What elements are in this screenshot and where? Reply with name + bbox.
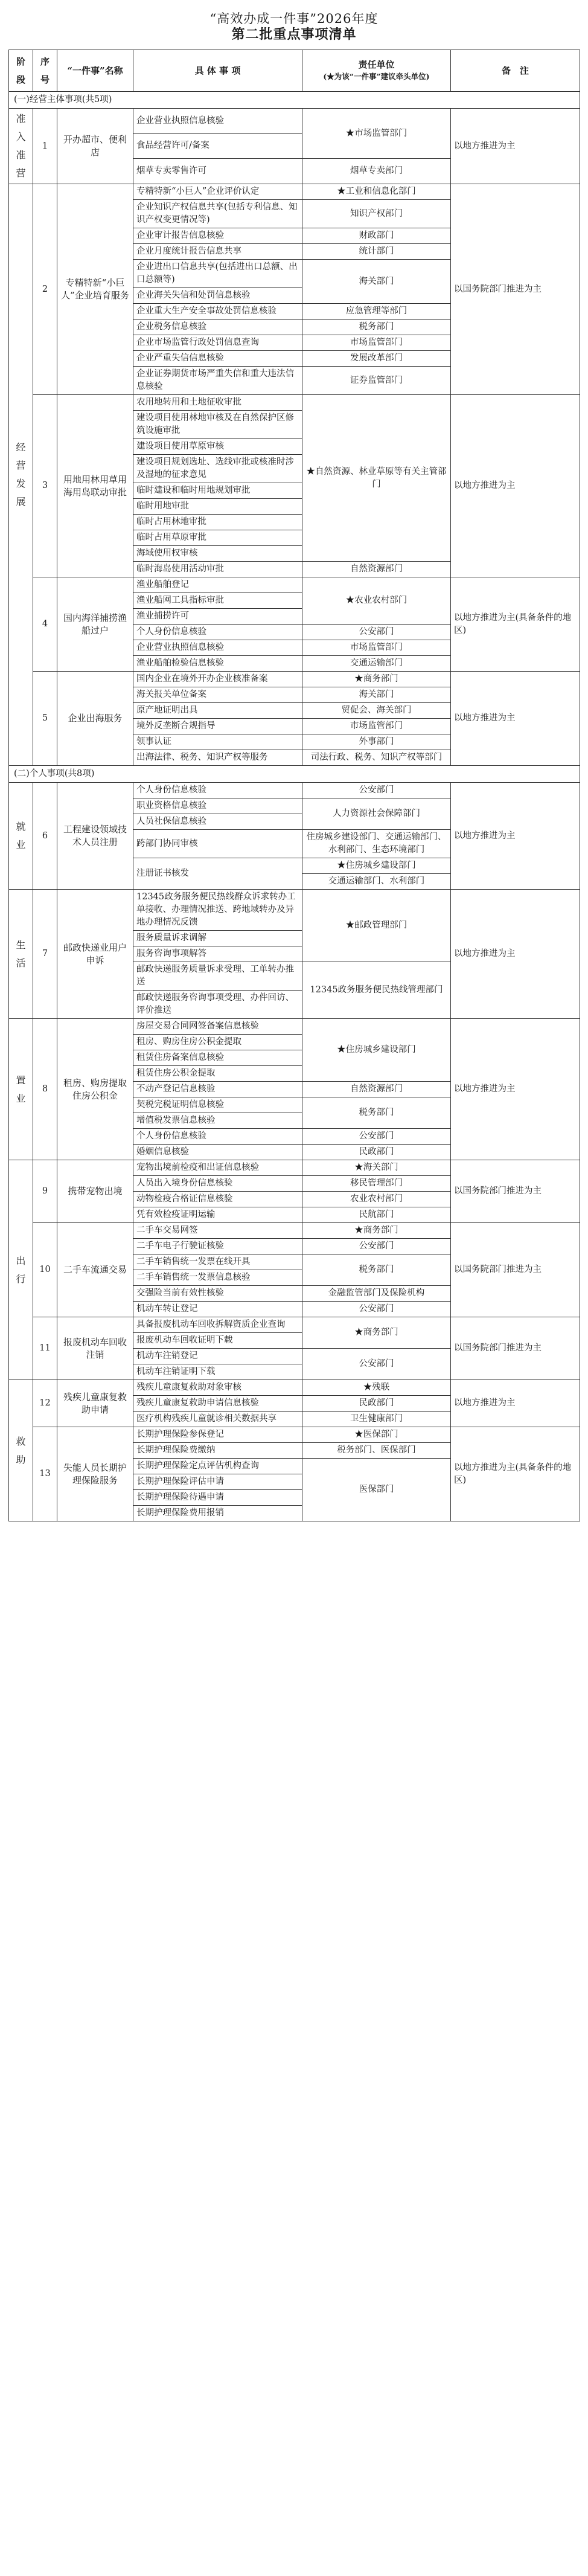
detail-cell: 服务咨询事项解答 bbox=[133, 946, 302, 962]
unit-cell: 人力资源社会保障部门 bbox=[302, 798, 451, 830]
detail-cell: 租房、购房住房公积金提取 bbox=[133, 1035, 302, 1050]
detail-cell: 个人身份信息核验 bbox=[133, 1129, 302, 1145]
unit-cell: 住房城乡建设部门、交通运输部门、水利部门、生态环境部门 bbox=[302, 830, 451, 858]
unit-cell: ★医保部门 bbox=[302, 1427, 451, 1443]
stage-cell bbox=[9, 1380, 33, 1521]
detail-cell: 人员出入境身份信息核验 bbox=[133, 1176, 302, 1192]
unit-cell: 财政部门 bbox=[302, 228, 451, 244]
table-row bbox=[9, 395, 580, 411]
header-index: 序号 bbox=[33, 50, 57, 92]
detail-cell: 长期护理保险定点评估机构查询 bbox=[133, 1459, 302, 1474]
unit-cell: ★工业和信息化部门 bbox=[302, 184, 451, 200]
detail-cell: 12345政务服务便民热线群众诉求转办工单接收、办理情况推送、跨地域转办及异地办理情况反馈 bbox=[133, 890, 302, 931]
remark-cell: 以地方推进为主(具备条件的地区) bbox=[451, 577, 580, 672]
unit-cell: 应急管理等部门 bbox=[302, 304, 451, 320]
detail-cell: 跨部门协同审核 bbox=[133, 830, 302, 858]
table-body bbox=[9, 92, 580, 1521]
unit-cell: 市场监管部门 bbox=[302, 719, 451, 734]
unit-cell: ★邮政管理部门 bbox=[302, 890, 451, 962]
item-name: 工程建设领域技术人员注册 bbox=[57, 783, 133, 890]
stage-label: 出行 bbox=[16, 1254, 26, 1285]
remark-cell: 以地方推进为主 bbox=[451, 672, 580, 766]
table-row bbox=[9, 1160, 580, 1176]
item-name: 携带宠物出境 bbox=[57, 1160, 133, 1223]
detail-cell: 机动车注销证明下载 bbox=[133, 1364, 302, 1380]
item-name: 邮政快递业用户申诉 bbox=[57, 890, 133, 1019]
item-name: 租房、购房提取住房公积金 bbox=[57, 1019, 133, 1160]
detail-cell: 企业市场监管行政处罚信息查询 bbox=[133, 335, 302, 351]
stage-cell bbox=[9, 783, 33, 890]
detail-cell: 企业严重失信信息核验 bbox=[133, 351, 302, 367]
detail-cell: 职业资格信息核验 bbox=[133, 798, 302, 814]
item-number: 2 bbox=[33, 184, 57, 395]
detail-cell: 二手车销售统一发票在线开具 bbox=[133, 1254, 302, 1270]
category-label: (二)个人事项(共8项) bbox=[9, 766, 580, 783]
unit-cell: 证券监管部门 bbox=[302, 367, 451, 395]
detail-cell: 企业证券期货市场严重失信和重大违法信息核验 bbox=[133, 367, 302, 395]
item-name: 报废机动车回收注销 bbox=[57, 1317, 133, 1380]
unit-cell: 公安部门 bbox=[302, 1239, 451, 1254]
detail-cell: 长期护理保险评估申请 bbox=[133, 1474, 302, 1490]
unit-cell: ★农业农村部门 bbox=[302, 577, 451, 625]
item-name: 专精特新“小巨人”企业培育服务 bbox=[57, 184, 133, 395]
stage-label: 生活 bbox=[16, 939, 26, 969]
detail-cell: 残疾儿童康复救助对象审核 bbox=[133, 1380, 302, 1396]
detail-cell: 二手车交易网签 bbox=[133, 1223, 302, 1239]
unit-cell: 公安部门 bbox=[302, 1129, 451, 1145]
item-number: 7 bbox=[33, 890, 57, 1019]
item-name: 用地用林用草用海用岛联动审批 bbox=[57, 395, 133, 577]
unit-cell: 烟草专卖部门 bbox=[302, 159, 451, 184]
unit-cell: 交通运输部门、水利部门 bbox=[302, 874, 451, 890]
item-number: 11 bbox=[33, 1317, 57, 1380]
remark-cell: 以国务院部门推进为主 bbox=[451, 1223, 580, 1317]
remark-cell: 以地方推进为主 bbox=[451, 395, 580, 577]
unit-cell: ★商务部门 bbox=[302, 1223, 451, 1239]
stage-cell bbox=[9, 184, 33, 766]
detail-cell: 临时用地审批 bbox=[133, 499, 302, 515]
unit-cell: 税务部门 bbox=[302, 320, 451, 335]
detail-cell: 建设项目使用林地审核及在自然保护区修筑设施审批 bbox=[133, 411, 302, 439]
table-header-row bbox=[9, 50, 580, 92]
detail-cell: 临时海岛使用活动审批 bbox=[133, 562, 302, 577]
detail-cell: 长期护理保险费缴纳 bbox=[133, 1443, 302, 1459]
unit-cell: 税务部门 bbox=[302, 1254, 451, 1286]
table-row bbox=[9, 1223, 580, 1239]
stage-label: 就业 bbox=[16, 821, 26, 850]
item-name: 二手车流通交易 bbox=[57, 1223, 133, 1317]
detail-cell: 临时占用草原审批 bbox=[133, 530, 302, 546]
detail-cell: 海域使用权审核 bbox=[133, 546, 302, 562]
detail-cell: 二手车销售统一发票信息核验 bbox=[133, 1270, 302, 1286]
detail-cell: 房屋交易合同网签备案信息核验 bbox=[133, 1019, 302, 1035]
table-row bbox=[9, 1317, 580, 1333]
detail-cell: 个人身份信息核验 bbox=[133, 625, 302, 640]
item-number: 13 bbox=[33, 1427, 57, 1521]
detail-cell: 临时占用林地审批 bbox=[133, 515, 302, 530]
detail-cell: 租赁住房备案信息核验 bbox=[133, 1050, 302, 1066]
detail-cell: 食品经营许可/备案 bbox=[133, 133, 302, 159]
detail-cell: 邮政快递服务咨询事项受理、办件回访、评价推送 bbox=[133, 991, 302, 1019]
unit-cell: 民政部门 bbox=[302, 1145, 451, 1160]
unit-cell: 海关部门 bbox=[302, 260, 451, 304]
document-title bbox=[0, 11, 588, 42]
detail-cell: 渔业船舶登记 bbox=[133, 577, 302, 593]
item-name: 国内海洋捕捞渔船过户 bbox=[57, 577, 133, 672]
detail-cell: 企业营业执照信息核验 bbox=[133, 640, 302, 656]
category-row bbox=[9, 92, 580, 109]
item-name: 企业出海服务 bbox=[57, 672, 133, 766]
item-name: 开办超市、便利店 bbox=[57, 109, 133, 184]
table-row bbox=[9, 783, 580, 798]
unit-cell: 医保部门 bbox=[302, 1459, 451, 1521]
item-number: 4 bbox=[33, 577, 57, 672]
unit-cell: ★商务部门 bbox=[302, 672, 451, 687]
stage-label: 置业 bbox=[16, 1074, 26, 1104]
unit-cell: 卫生健康部门 bbox=[302, 1412, 451, 1427]
detail-cell: 渔业船网工具指标审批 bbox=[133, 593, 302, 609]
detail-cell: 企业重大生产安全事故处罚信息核验 bbox=[133, 304, 302, 320]
detail-cell: 境外反垄断合规指导 bbox=[133, 719, 302, 734]
unit-cell: ★海关部门 bbox=[302, 1160, 451, 1176]
item-number: 6 bbox=[33, 783, 57, 890]
detail-cell: 企业审计报告信息核验 bbox=[133, 228, 302, 244]
detail-cell: 凭有效检疫证明运输 bbox=[133, 1207, 302, 1223]
unit-cell: 12345政务服务便民热线管理部门 bbox=[302, 962, 451, 1019]
detail-cell: 长期护理保险费用报销 bbox=[133, 1506, 302, 1521]
detail-cell: 国内企业在境外开办企业核准备案 bbox=[133, 672, 302, 687]
header-detail: 具 体 事 项 bbox=[133, 50, 302, 92]
unit-cell: 海关部门 bbox=[302, 687, 451, 703]
table-row bbox=[9, 577, 580, 593]
header-remark: 备 注 bbox=[451, 50, 580, 92]
table-row bbox=[9, 1019, 580, 1035]
title-line-2: 第二批重点事项清单 bbox=[231, 27, 357, 42]
detail-cell: 二手车电子行驶证核验 bbox=[133, 1239, 302, 1254]
unit-cell: 公安部门 bbox=[302, 1349, 451, 1380]
detail-cell: 契税完税证明信息核验 bbox=[133, 1097, 302, 1113]
unit-cell: 农业农村部门 bbox=[302, 1192, 451, 1207]
item-name: 残疾儿童康复救助申请 bbox=[57, 1380, 133, 1427]
remark-cell: 以地方推进为主 bbox=[451, 1380, 580, 1427]
unit-cell: ★市场监管部门 bbox=[302, 109, 451, 159]
remark-cell: 以国务院部门推进为主 bbox=[451, 1160, 580, 1223]
detail-cell: 不动产登记信息核验 bbox=[133, 1082, 302, 1097]
stage-cell bbox=[9, 1019, 33, 1160]
detail-cell: 农用地转用和土地征收审批 bbox=[133, 395, 302, 411]
remark-cell: 以地方推进为主 bbox=[451, 783, 580, 890]
unit-cell: ★住房城乡建设部门 bbox=[302, 858, 451, 874]
unit-cell: 公安部门 bbox=[302, 783, 451, 798]
unit-cell: 外事部门 bbox=[302, 734, 451, 750]
detail-cell: 建设项目规划选址、选线审批或核准时涉及湿地的征求意见 bbox=[133, 455, 302, 483]
category-label: (一)经营主体事项(共5项) bbox=[9, 92, 580, 109]
header-name: “一件事”名称 bbox=[57, 50, 133, 92]
unit-cell: 司法行政、税务、知识产权等部门 bbox=[302, 750, 451, 766]
unit-cell: 知识产权部门 bbox=[302, 200, 451, 228]
detail-cell: 企业海关失信和处罚信息核验 bbox=[133, 288, 302, 304]
detail-cell: 渔业船舶检验信息核验 bbox=[133, 656, 302, 672]
stage-cell bbox=[9, 890, 33, 1019]
unit-cell: 金融监管部门及保险机构 bbox=[302, 1286, 451, 1302]
unit-cell: 税务部门、医保部门 bbox=[302, 1443, 451, 1459]
remark-cell: 以地方推进为主 bbox=[451, 1019, 580, 1160]
table-row bbox=[9, 109, 580, 134]
unit-cell: 贸促会、海关部门 bbox=[302, 703, 451, 719]
detail-cell: 企业营业执照信息核验 bbox=[133, 109, 302, 134]
item-number: 1 bbox=[33, 109, 57, 184]
detail-cell: 烟草专卖零售许可 bbox=[133, 159, 302, 184]
unit-cell: 自然资源部门 bbox=[302, 562, 451, 577]
item-name: 失能人员长期护理保险服务 bbox=[57, 1427, 133, 1521]
item-number: 10 bbox=[33, 1223, 57, 1317]
unit-cell: 自然资源部门 bbox=[302, 1082, 451, 1097]
detail-cell: 动物检疫合格证信息核验 bbox=[133, 1192, 302, 1207]
detail-cell: 长期护理保险待遇申请 bbox=[133, 1490, 302, 1506]
unit-cell: 民政部门 bbox=[302, 1396, 451, 1412]
detail-cell: 注册证书核发 bbox=[133, 858, 302, 890]
detail-cell: 个人身份信息核验 bbox=[133, 783, 302, 798]
detail-cell: 企业月度统计报告信息共享 bbox=[133, 244, 302, 260]
detail-cell: 渔业捕捞许可 bbox=[133, 609, 302, 625]
unit-cell: 税务部门 bbox=[302, 1097, 451, 1129]
table-row bbox=[9, 890, 580, 931]
detail-cell: 具备报废机动车回收拆解资质企业查询 bbox=[133, 1317, 302, 1333]
remark-cell: 以地方推进为主 bbox=[451, 109, 580, 184]
detail-cell: 专精特新“小巨人”企业评价认定 bbox=[133, 184, 302, 200]
item-number: 12 bbox=[33, 1380, 57, 1427]
detail-cell: 服务质量诉求调解 bbox=[133, 931, 302, 946]
item-number: 9 bbox=[33, 1160, 57, 1223]
detail-cell: 人员社保信息核验 bbox=[133, 814, 302, 830]
unit-cell: 交通运输部门 bbox=[302, 656, 451, 672]
detail-cell: 企业进出口信息共享(包括进出口总额、出口总额等) bbox=[133, 260, 302, 288]
detail-cell: 领事认证 bbox=[133, 734, 302, 750]
detail-cell: 宠物出境前检疫和出证信息核验 bbox=[133, 1160, 302, 1176]
remark-cell: 以国务院部门推进为主 bbox=[451, 184, 580, 395]
detail-cell: 长期护理保险参保登记 bbox=[133, 1427, 302, 1443]
detail-cell: 企业税务信息核验 bbox=[133, 320, 302, 335]
unit-cell: 市场监管部门 bbox=[302, 335, 451, 351]
detail-cell: 临时建设和临时用地规划审批 bbox=[133, 483, 302, 499]
stage-label: 救助 bbox=[16, 1435, 26, 1465]
detail-cell: 交强险当前有效性核验 bbox=[133, 1286, 302, 1302]
remark-cell: 以地方推进为主 bbox=[451, 890, 580, 1019]
detail-cell: 残疾儿童康复救助申请信息核验 bbox=[133, 1396, 302, 1412]
detail-cell: 邮政快递服务质量诉求受理、工单转办推送 bbox=[133, 962, 302, 991]
unit-cell: 公安部门 bbox=[302, 625, 451, 640]
unit-cell: 市场监管部门 bbox=[302, 640, 451, 656]
header-unit: 责任单位 (★为该“一件事”建议牵头单位) bbox=[302, 50, 451, 92]
item-number: 8 bbox=[33, 1019, 57, 1160]
detail-cell: 建设项目使用草原审核 bbox=[133, 439, 302, 455]
header-stage: 阶段 bbox=[9, 50, 33, 92]
detail-cell: 机动车转让登记 bbox=[133, 1302, 302, 1317]
detail-cell: 机动车注销登记 bbox=[133, 1349, 302, 1364]
unit-cell: 统计部门 bbox=[302, 244, 451, 260]
stage-cell bbox=[9, 1160, 33, 1380]
item-number: 3 bbox=[33, 395, 57, 577]
detail-cell: 报废机动车回收证明下载 bbox=[133, 1333, 302, 1349]
unit-cell: 发展改革部门 bbox=[302, 351, 451, 367]
remark-cell: 以地方推进为主(具备条件的地区) bbox=[451, 1427, 580, 1521]
table-row bbox=[9, 184, 580, 200]
title-line-1: “高效办成一件事”2026年度 bbox=[209, 11, 379, 26]
stage-label: 经营发展 bbox=[16, 442, 26, 507]
key-matters-table bbox=[8, 50, 580, 1521]
unit-cell: 民航部门 bbox=[302, 1207, 451, 1223]
table-row bbox=[9, 672, 580, 687]
stage-label: 准入准营 bbox=[16, 113, 26, 179]
detail-cell: 婚姻信息核验 bbox=[133, 1145, 302, 1160]
unit-cell: ★住房城乡建设部门 bbox=[302, 1019, 451, 1082]
detail-cell: 医疗机构残疾儿童就诊相关数据共享 bbox=[133, 1412, 302, 1427]
unit-cell: 公安部门 bbox=[302, 1302, 451, 1317]
detail-cell: 增值税发票信息核验 bbox=[133, 1113, 302, 1129]
category-row bbox=[9, 766, 580, 783]
detail-cell: 租赁住房公积金提取 bbox=[133, 1066, 302, 1082]
detail-cell: 海关报关单位备案 bbox=[133, 687, 302, 703]
table-row bbox=[9, 1380, 580, 1396]
unit-cell: ★自然资源、林业草原等有关主管部门 bbox=[302, 395, 451, 562]
stage-cell bbox=[9, 109, 33, 184]
unit-cell: ★残联 bbox=[302, 1380, 451, 1396]
item-number: 5 bbox=[33, 672, 57, 766]
unit-cell: ★商务部门 bbox=[302, 1317, 451, 1349]
detail-cell: 原产地证明出具 bbox=[133, 703, 302, 719]
unit-cell: 移民管理部门 bbox=[302, 1176, 451, 1192]
detail-cell: 出海法律、税务、知识产权等服务 bbox=[133, 750, 302, 766]
remark-cell: 以国务院部门推进为主 bbox=[451, 1317, 580, 1380]
table-row bbox=[9, 1427, 580, 1443]
detail-cell: 企业知识产权信息共享(包括专利信息、知识产权变更情况等) bbox=[133, 200, 302, 228]
